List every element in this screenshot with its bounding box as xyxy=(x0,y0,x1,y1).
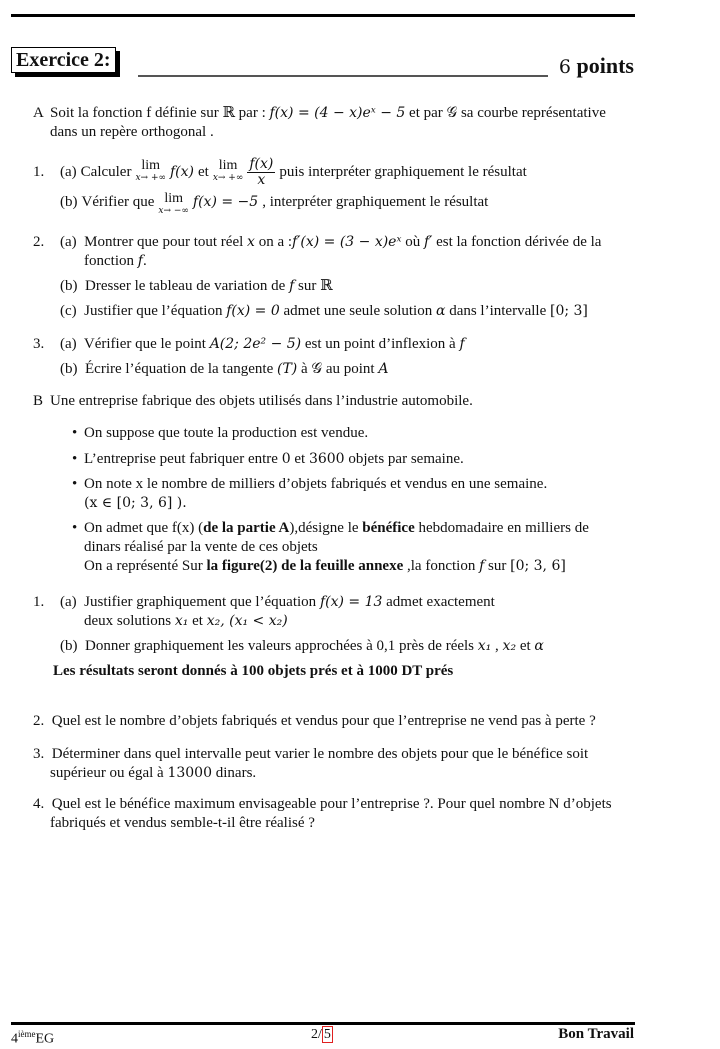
question-number: 3. xyxy=(33,336,45,352)
formula: x₁ xyxy=(477,638,492,654)
title-underline xyxy=(138,75,548,77)
bullet-4-line3 xyxy=(84,557,566,576)
text: et xyxy=(290,451,309,467)
question-b1a-line2 xyxy=(84,612,288,631)
text: Écrire l’équation de la tangente xyxy=(85,361,277,377)
class-superscript: ième xyxy=(18,1029,36,1039)
sub-label: (a) xyxy=(60,163,77,180)
formula: f(x) = 0 xyxy=(226,303,280,319)
limit-expression: lim x→ +∞ xyxy=(212,158,244,183)
text: supérieur ou égal à xyxy=(50,765,168,781)
text: On a représenté Sur xyxy=(84,558,207,574)
bullet-icon: • xyxy=(72,425,78,441)
formula: f′ xyxy=(423,234,433,250)
question-a1b xyxy=(60,193,488,221)
sub-label: (a) xyxy=(60,594,77,610)
page-number xyxy=(311,1025,333,1044)
sub-label: (c) xyxy=(60,303,77,319)
formula: f(x) xyxy=(169,163,194,180)
sub-label: (a) xyxy=(60,234,77,250)
question-b4 xyxy=(33,795,612,814)
points-value: 6 xyxy=(558,56,572,78)
question-a2a xyxy=(60,233,601,252)
formula: f(x) = (4 − x)eˣ − 5 xyxy=(269,105,406,121)
sub-label: (b) xyxy=(60,361,78,377)
footer-closing: Bon Travail xyxy=(558,1026,634,1042)
text: dinars. xyxy=(212,765,257,781)
footer-class xyxy=(11,1025,54,1049)
text: sur ℝ xyxy=(294,278,333,294)
bullet-3-line2: (x ∈ [0; 3, 6] ). xyxy=(84,495,187,511)
text: Justifier que l’équation xyxy=(84,303,227,319)
text: L’entreprise peut fabriquer entre xyxy=(84,451,282,467)
formula: x₂ xyxy=(206,613,221,629)
text: et xyxy=(516,638,535,654)
points-label xyxy=(558,53,634,78)
formula: , (x₁ < x₂) xyxy=(220,613,288,629)
limit-expression: lim x→ +∞ xyxy=(135,158,166,183)
part-a-intro xyxy=(50,104,606,123)
bullet-4-line2: dinars réalisé par la vente de ces objets xyxy=(84,539,318,555)
question-a2a-line2 xyxy=(84,252,147,271)
text: On admet que f(x) ( xyxy=(84,520,204,536)
class-number: 4 xyxy=(11,1031,18,1047)
text: admet une seule solution xyxy=(279,303,436,319)
text: et xyxy=(188,613,207,629)
question-number: 1. xyxy=(33,594,45,610)
bullet-3: On note x le nombre de milliers d’objets fabriqués et vendus en une semaine. xyxy=(84,476,548,492)
text: est un point d’inflexion à xyxy=(301,336,460,352)
text: Soit la fonction f définie sur ℝ par : xyxy=(50,105,270,121)
text: et xyxy=(198,163,209,180)
formula: x₂ xyxy=(502,638,517,654)
formula: f xyxy=(479,558,485,574)
question-number: 4. xyxy=(33,796,45,812)
text: admet exactement xyxy=(382,594,495,610)
bold-text: bénéfice xyxy=(362,520,415,536)
text: Justifier graphiquement que l’équation xyxy=(84,594,320,610)
page-total-link[interactable]: 5 xyxy=(323,1027,331,1042)
text: ),désigne le xyxy=(289,520,363,536)
class-name: EG xyxy=(35,1031,55,1047)
text: Vérifier que xyxy=(81,194,155,210)
question-a2b xyxy=(60,277,333,296)
question-a3b xyxy=(60,360,388,379)
question-number: 2. xyxy=(33,713,45,729)
formula: α xyxy=(534,638,544,654)
text: fonction xyxy=(84,253,138,269)
bullet-1: On suppose que toute la production est vendue. xyxy=(84,425,369,441)
formula: [0; 3, 6] xyxy=(510,558,566,574)
text: ,la fonction xyxy=(403,558,480,574)
part-b-intro: Une entreprise fabrique des objets utilisés dans l’industrie automobile. xyxy=(50,393,473,409)
formula: A xyxy=(378,361,389,377)
formula: A(2; 2e² − 5) xyxy=(209,336,302,352)
bullet-icon: • xyxy=(72,451,78,467)
text: , xyxy=(491,638,503,654)
text: sur xyxy=(484,558,511,574)
number: 13000 xyxy=(167,765,212,781)
text: Montrer que pour tout réel xyxy=(84,234,248,250)
points-text: points xyxy=(576,53,634,78)
question-b3 xyxy=(33,745,588,764)
text: et par 𝒢 sa courbe représentative xyxy=(405,105,606,121)
text: Vérifier que le point xyxy=(83,336,210,352)
question-a1a xyxy=(60,153,527,191)
text: . xyxy=(142,253,147,269)
text: Dresser le tableau de variation de xyxy=(85,278,290,294)
question-b4-line2: fabriqués et vendus semble-t-il être réalisé ? xyxy=(50,815,315,831)
bullet-4 xyxy=(84,519,589,538)
text: Déterminer dans quel intervalle peut varier le nombre des objets pour que le bénéfice soit xyxy=(51,746,589,762)
text: on a : xyxy=(254,234,293,250)
bold-text: de la partie A xyxy=(203,520,290,536)
formula: (T) xyxy=(277,361,298,377)
text: Donner graphiquement les valeurs approchées à 0,1 près de réels xyxy=(85,638,478,654)
question-b1a xyxy=(60,593,495,612)
question-b3-line2 xyxy=(50,764,256,783)
sub-label: (a) xyxy=(60,336,77,352)
text: à 𝒢 au point xyxy=(297,361,379,377)
question-number: 2. xyxy=(33,234,45,250)
formula: α xyxy=(435,303,446,319)
formula: f′(x) = (3 − x)eˣ xyxy=(292,234,402,250)
question-b2 xyxy=(33,712,596,731)
bullet-2 xyxy=(84,450,464,469)
bullet-icon: • xyxy=(72,476,78,492)
part-a-intro-line2: dans un repère orthogonal . xyxy=(50,124,214,140)
formula: f xyxy=(459,336,465,352)
results-note: Les résultats seront donnés à 100 objets prés et à 1000 DT prés xyxy=(53,663,454,679)
text: , interpréter graphiquement le résultat xyxy=(262,194,489,210)
question-b1b xyxy=(60,637,544,656)
question-a2c xyxy=(60,302,588,321)
part-b-label: B xyxy=(33,393,44,409)
number: 0 xyxy=(281,451,291,467)
text: hebdomadaire en milliers de xyxy=(414,520,589,536)
exercise-title: Exercice 2: xyxy=(11,47,116,73)
question-number: 3. xyxy=(33,746,45,762)
formula: [0; 3] xyxy=(549,303,588,319)
limit-expression: lim x→ −∞ xyxy=(158,191,189,216)
text: Calculer xyxy=(80,163,132,180)
text: puis interpréter graphiquement le résultat xyxy=(279,163,527,180)
fraction: $\frac{f(x)}{x}$ xyxy=(249,155,274,188)
part-a-label: A xyxy=(33,105,44,121)
bold-text: la figure(2) de la feuille annexe xyxy=(206,558,404,574)
formula: f(x) = −5 xyxy=(192,194,259,210)
text: où xyxy=(401,234,424,250)
formula: f(x) = 13 xyxy=(319,594,383,610)
text: Quel est le bénéfice maximum envisageable pour l’entreprise ?. Pour quel nombre N d’objets xyxy=(51,796,612,812)
top-rule xyxy=(11,14,635,17)
formula: x xyxy=(247,234,255,250)
sub-label: (b) xyxy=(60,194,78,210)
text: dans l’intervalle xyxy=(445,303,550,319)
formula: f xyxy=(137,253,143,269)
page-current: 2/ xyxy=(311,1027,322,1042)
question-a3a xyxy=(60,335,465,354)
text: est la fonction dérivée de la xyxy=(432,234,602,250)
text: Quel est le nombre d’objets fabriqués et vendus pour que l’entreprise ne vend pas à perte ? xyxy=(51,713,596,729)
text: objets par semaine. xyxy=(344,451,464,467)
question-number: 1. xyxy=(33,164,45,180)
text: deux solutions xyxy=(84,613,175,629)
number: 3600 xyxy=(308,451,345,467)
sub-label: (b) xyxy=(60,638,78,654)
bullet-icon: • xyxy=(72,520,78,536)
sub-label: (b) xyxy=(60,278,78,294)
formula: f xyxy=(289,278,295,294)
formula: x₁ xyxy=(174,613,189,629)
